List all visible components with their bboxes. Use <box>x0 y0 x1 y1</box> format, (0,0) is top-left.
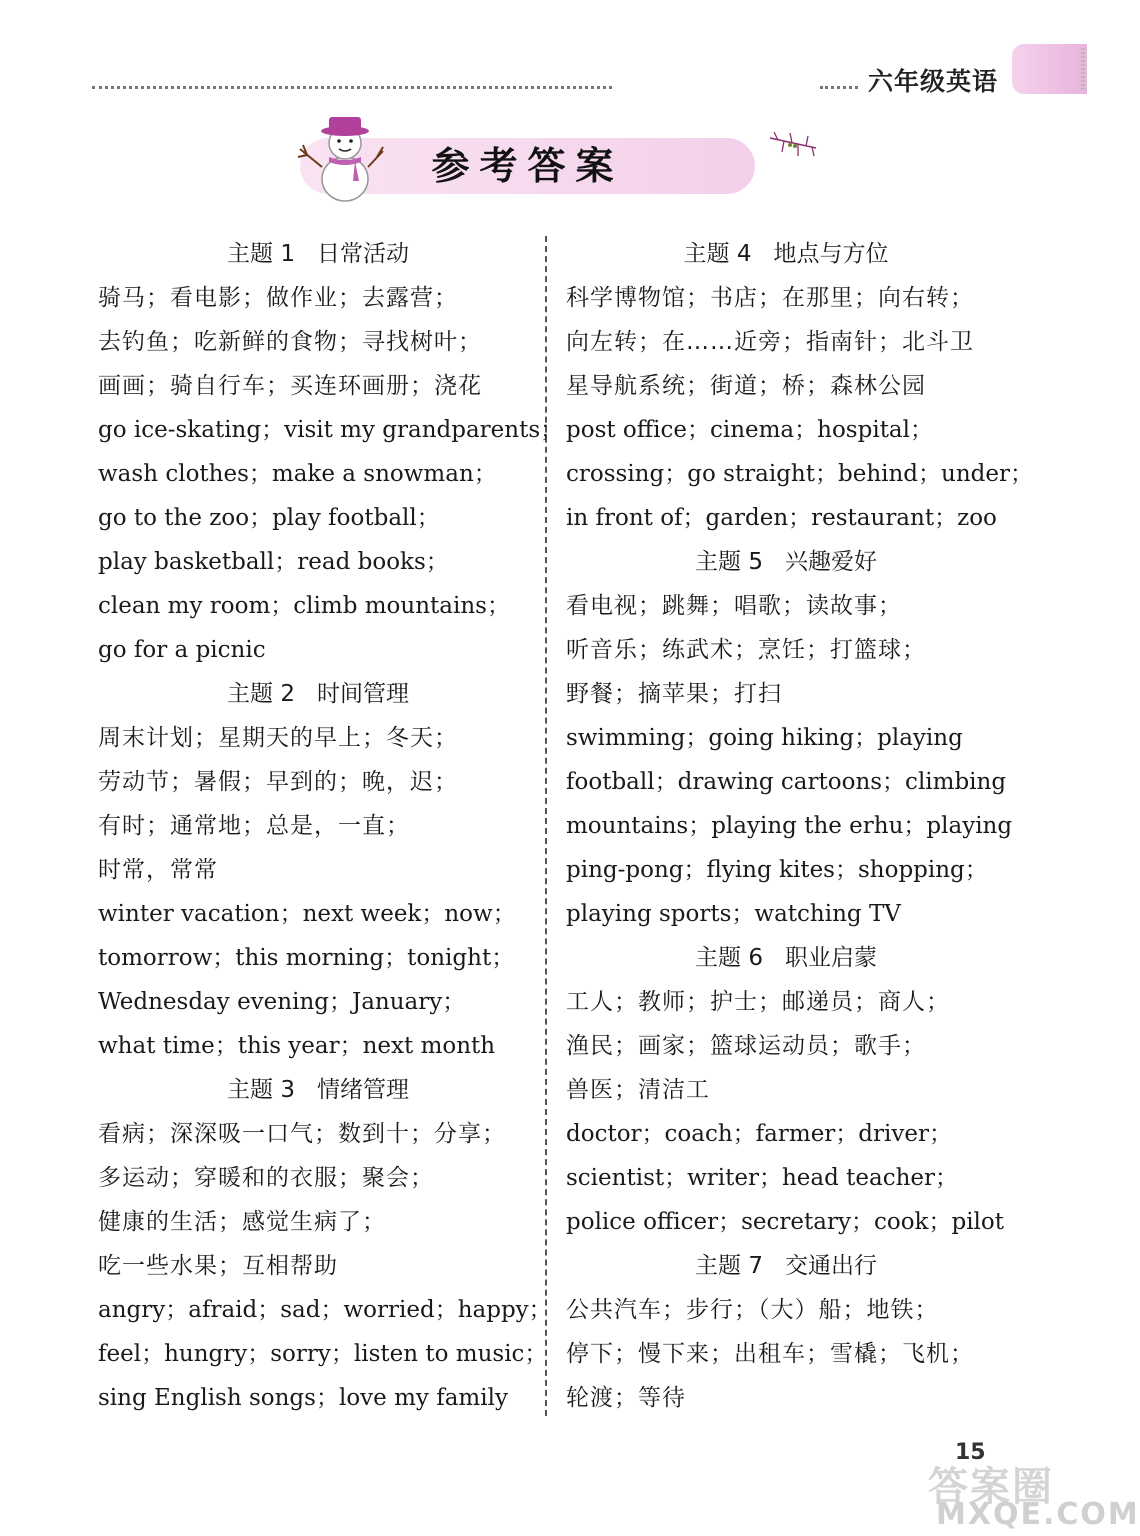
answer-line-english: clean my room；climb mountains； <box>98 593 510 619</box>
answer-line-english: police officer；secretary；cook；pilot <box>566 1209 1004 1235</box>
answer-line-english: doctor；coach；farmer；driver； <box>566 1121 952 1147</box>
answer-line-chinese: 骑马；看电影；做作业；去露营； <box>98 285 458 311</box>
grade-label: 六年级英语 <box>868 67 999 96</box>
topic-heading <box>98 672 538 716</box>
answer-line-english: tomorrow；this morning；tonight； <box>98 945 515 971</box>
answer-line-chinese: 有时；通常地；总是，一直； <box>98 813 410 839</box>
topic-name: 日常活动 <box>316 241 409 267</box>
topic-name: 交通出行 <box>784 1253 877 1279</box>
answer-line-chinese: 轮渡；等待 <box>566 1385 686 1411</box>
column-divider <box>545 236 547 1416</box>
answer-line-chinese: 周末计划；星期天的早上；冬天； <box>98 725 458 751</box>
answer-line-chinese: 兽医；清洁工 <box>566 1077 710 1103</box>
topic-number: 主题 1 <box>227 241 295 267</box>
answer-line-english: ping-pong；flying kites；shopping； <box>566 857 988 883</box>
sprig-icon <box>768 128 818 160</box>
answer-line-english: what time；this year；next month <box>98 1033 496 1059</box>
watermark-url: MXQE.COM <box>936 1497 1140 1532</box>
topic-heading <box>98 1068 538 1112</box>
answer-line-english: mountains；playing the erhu；playing <box>566 813 1013 839</box>
topic-number: 主题 4 <box>683 241 752 267</box>
topic-number: 主题 5 <box>695 549 763 575</box>
answer-line-chinese: 公共汽车；步行；（大）船；地铁； <box>566 1297 939 1323</box>
topic-name: 时间管理 <box>316 681 409 707</box>
header-dotted-rule-short <box>820 86 858 89</box>
answer-line-english: angry；afraid；sad；worried；happy； <box>98 1297 552 1323</box>
answer-line-chinese: 向左转；在……近旁；指南针；北斗卫 <box>566 329 974 355</box>
answer-line-chinese: 渔民；画家；篮球运动员；歌手； <box>566 1033 926 1059</box>
answer-line-english: go for a picnic <box>98 637 266 663</box>
watermark: 答案圈 <box>928 1464 1054 1510</box>
answer-line-english: wash clothes；make a snowman； <box>98 461 497 487</box>
page-number: 15 <box>955 1440 986 1465</box>
topic-number: 主题 3 <box>227 1077 295 1103</box>
topic-name: 兴趣爱好 <box>784 549 877 575</box>
answer-line-chinese: 工人；教师；护士；邮递员；商人； <box>566 989 950 1015</box>
topic-heading <box>566 540 1006 584</box>
topic-heading <box>566 936 1006 980</box>
left-column <box>98 232 564 1420</box>
topic-number: 主题 7 <box>695 1253 763 1279</box>
answer-line-english: post office；cinema；hospital； <box>566 417 934 443</box>
answer-line-chinese: 吃一些水果；互相帮助 <box>98 1253 338 1279</box>
topic-name: 职业启蒙 <box>784 945 877 971</box>
answer-line-chinese: 健康的生活；感觉生病了； <box>98 1209 386 1235</box>
topic-number: 主题 2 <box>227 681 295 707</box>
answer-line-english: play basketball；read books； <box>98 549 449 575</box>
answer-line-chinese: 野餐；摘苹果；打扫 <box>566 681 782 707</box>
header-dotted-rule <box>92 86 612 89</box>
answer-line-chinese: 画画；骑自行车；买连环画册；浇花 <box>98 373 482 399</box>
answer-line-english: in front of；garden；restaurant；zoo <box>566 505 997 531</box>
topic-number: 主题 6 <box>695 945 763 971</box>
answer-line-chinese: 看电视；跳舞；唱歌；读故事； <box>566 593 902 619</box>
answer-line-chinese: 停下；慢下来；出租车；雪橇；飞机； <box>566 1341 974 1367</box>
answer-line-chinese: 劳动节；暑假；早到的；晚，迟； <box>98 769 458 795</box>
right-column <box>566 232 1033 1420</box>
answer-line-chinese: 听音乐；练武术；烹饪；打篮球； <box>566 637 926 663</box>
answer-line-english: swimming；going hiking；playing <box>566 725 963 751</box>
answer-line-english: playing sports；watching TV <box>566 901 901 927</box>
answer-line-chinese: 科学博物馆；书店；在那里；向右转； <box>566 285 974 311</box>
answer-line-english: Wednesday evening；January； <box>98 989 466 1015</box>
answer-line-english: football；drawing cartoons；climbing <box>566 769 1007 795</box>
topic-heading <box>98 232 538 276</box>
topic-name: 情绪管理 <box>316 1077 409 1103</box>
header-tab <box>1012 44 1087 94</box>
answer-line-english: feel；hungry；sorry；listen to music； <box>98 1341 548 1367</box>
answer-line-english: go ice-skating；visit my grandparents； <box>98 417 564 443</box>
answer-line-chinese: 多运动；穿暖和的衣服；聚会； <box>98 1165 434 1191</box>
snowman-icon <box>295 105 385 205</box>
page-title: 参考答案 <box>431 144 624 188</box>
answer-line-chinese: 星导航系统；街道；桥；森林公园 <box>566 373 926 399</box>
answer-line-chinese: 去钓鱼；吃新鲜的食物；寻找树叶； <box>98 329 482 355</box>
answer-line-english: go to the zoo；play football； <box>98 505 440 531</box>
answer-line-english: winter vacation；next week；now； <box>98 901 516 927</box>
answer-line-english: sing English songs；love my family <box>98 1385 508 1411</box>
answer-line-english: scientist；writer；head teacher； <box>566 1165 959 1191</box>
answer-line-chinese: 看病；深深吸一口气；数到十；分享； <box>98 1121 506 1147</box>
topic-heading <box>566 1244 1006 1288</box>
answer-line-english: crossing；go straight；behind；under； <box>566 461 1033 487</box>
answer-line-chinese: 时常，常常 <box>98 857 218 883</box>
topic-name: 地点与方位 <box>773 241 889 267</box>
topic-heading <box>566 232 1006 276</box>
